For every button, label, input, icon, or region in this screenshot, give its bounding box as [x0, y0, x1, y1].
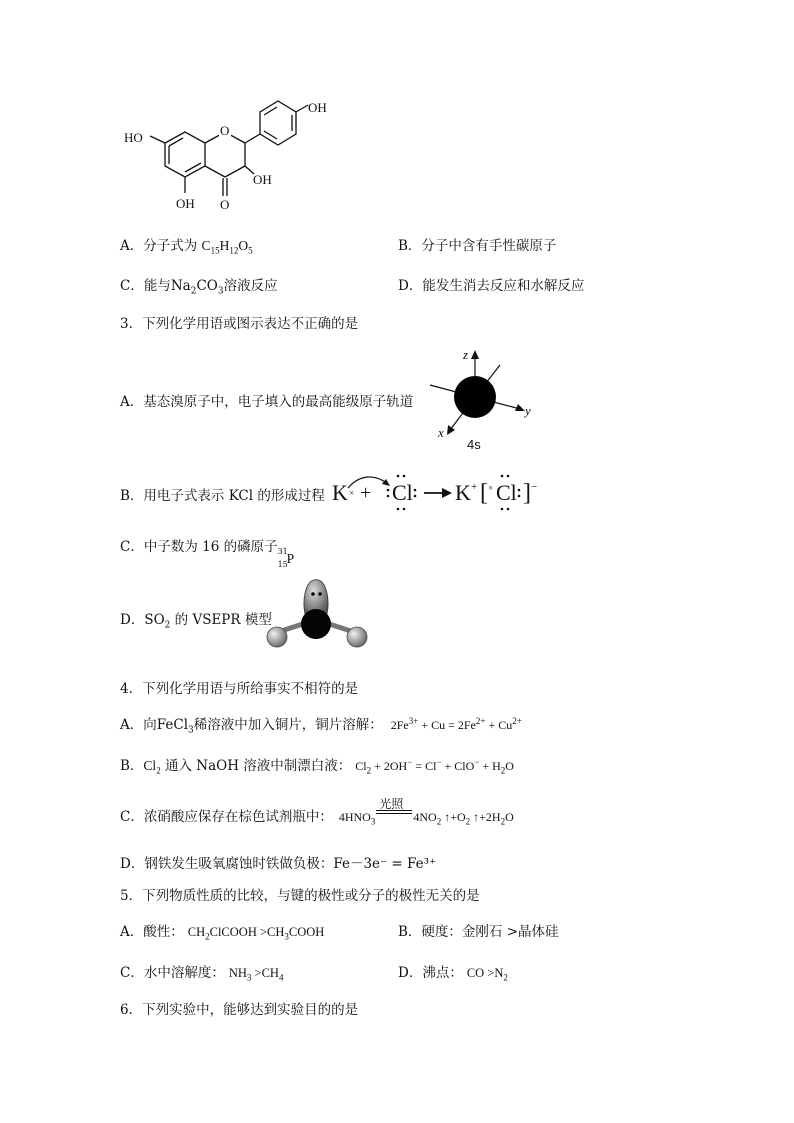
- q2-option-a[interactable]: [120, 234, 253, 256]
- q4-option-c[interactable]: [120, 797, 514, 827]
- q2-option-d[interactable]: D．能发生消去反应和水解反应: [398, 278, 585, 294]
- q4-option-a[interactable]: A．向FeCl$_3$稀溶液中加入铜片，铜片溶解： $2Fe^{3+} + Cu = 2Fe^{2+} + Cu^{2+}$: [120, 716, 522, 736]
- svg-text:×: ×: [488, 483, 494, 493]
- q3-option-c[interactable]: C．中子数为 16 的磷原子 31 15 P: [120, 539, 295, 569]
- axis-z-label: z: [463, 347, 469, 362]
- q5-d-formula: CO $>N_2$: [466, 966, 508, 983]
- svg-text:]: ]: [523, 480, 531, 506]
- s-orbital-diagram: [425, 345, 545, 455]
- orbital-caption: 4s: [467, 437, 481, 452]
- q4-a-equation: $2Fe^{3+} + Cu = 2Fe^{2+} + Cu^{2+}$: [390, 716, 522, 732]
- q5-a-formula: $CH_2ClCOOH$ $>CH_3COOH$: [187, 925, 325, 942]
- oh-bottom-label: OH: [176, 196, 195, 211]
- svg-text:+: +: [471, 481, 478, 493]
- q5-option-b[interactable]: B．硬度：金刚石 >晶体硅: [398, 924, 559, 940]
- q3-option-c-text: C．中子数为 16 的磷原子: [120, 539, 278, 555]
- svg-text:K: K: [455, 480, 471, 505]
- q4-c-equation: $4HNO_3$ 光照 $4NO_2$ $↑+O_2$ $↑+2H_2O$: [338, 797, 514, 827]
- q5-c-formula: $NH_3 >CH_4$: [228, 966, 284, 983]
- svg-text:−: −: [531, 481, 538, 493]
- ho-left-label: HO: [124, 130, 143, 145]
- q3-option-a[interactable]: A．基态溴原子中，电子填入的最高能级原子轨道: [120, 394, 414, 410]
- q6-stem: 6．下列实验中，能够达到实验目的的是: [120, 1002, 359, 1018]
- svg-text:K: K: [332, 480, 348, 505]
- q5-option-a-text: A．酸性：: [120, 924, 184, 940]
- q2-option-b[interactable]: B．分子中含有手性碳原子: [398, 238, 557, 254]
- carbonyl-o-label: O: [220, 197, 230, 212]
- q5-option-c-text: C．水中溶解度：: [120, 965, 225, 981]
- condition-light-label: 光照: [379, 797, 404, 811]
- kcl-electron-formation: [330, 466, 555, 516]
- oh-mid-label: OH: [253, 172, 272, 187]
- q5-stem: 5．下列物质性质的比较，与键的极性或分子的极性无关的是: [120, 888, 480, 904]
- svg-text:Cl: Cl: [496, 480, 517, 505]
- q4-b-equation: $Cl_2 + 2OH^- = Cl^- + ClO^- + H_2O$: [355, 757, 514, 776]
- axis-x-label: x: [438, 425, 444, 440]
- q5-option-c[interactable]: [120, 961, 283, 983]
- svg-text:+: +: [360, 482, 372, 504]
- svg-text:[: [: [480, 480, 488, 506]
- oh-top-label: OH: [308, 100, 327, 115]
- q3-option-b[interactable]: B．用电子式表示 KCl 的形成过程: [120, 488, 325, 504]
- svg-text:O: O: [220, 123, 230, 138]
- q4-option-c-text: C．浓硝酸应保存在棕色试剂瓶中：: [120, 809, 333, 825]
- q5-option-a[interactable]: [120, 920, 324, 942]
- axis-y-label: y: [525, 403, 531, 418]
- q3-stem: 3．下列化学用语或图示表达不正确的是: [120, 316, 359, 332]
- flavanonol-structure: [120, 96, 340, 220]
- svg-text:×: ×: [349, 488, 355, 498]
- q2-option-a-formula: $C_{15}H_{12}O_5$: [201, 238, 253, 256]
- q4-option-b[interactable]: B．$Cl_2$ 通入 NaOH 溶液中制漂白液： $Cl_2 + 2OH^- = Cl^- + ClO^- + H_2O$: [120, 757, 514, 776]
- q5-option-d[interactable]: [398, 961, 508, 983]
- q4-stem: 4．下列化学用语与所给事实不相符的是: [120, 681, 359, 697]
- so2-vsepr-model: [258, 575, 378, 655]
- q2-option-c[interactable]: C．能与$Na_2CO_3$溶液反应: [120, 278, 278, 297]
- q3-option-d[interactable]: D．$SO_2$ 的 VSEPR 模型: [120, 612, 272, 631]
- svg-text:Cl: Cl: [392, 480, 413, 505]
- q2-option-a-prefix: A．分子式为: [120, 238, 202, 254]
- q4-option-d[interactable]: D．钢铁发生吸氧腐蚀时铁做负极：Fe－3e⁻ = Fe³⁺: [120, 856, 437, 872]
- q5-option-d-text: D．沸点：: [398, 965, 463, 981]
